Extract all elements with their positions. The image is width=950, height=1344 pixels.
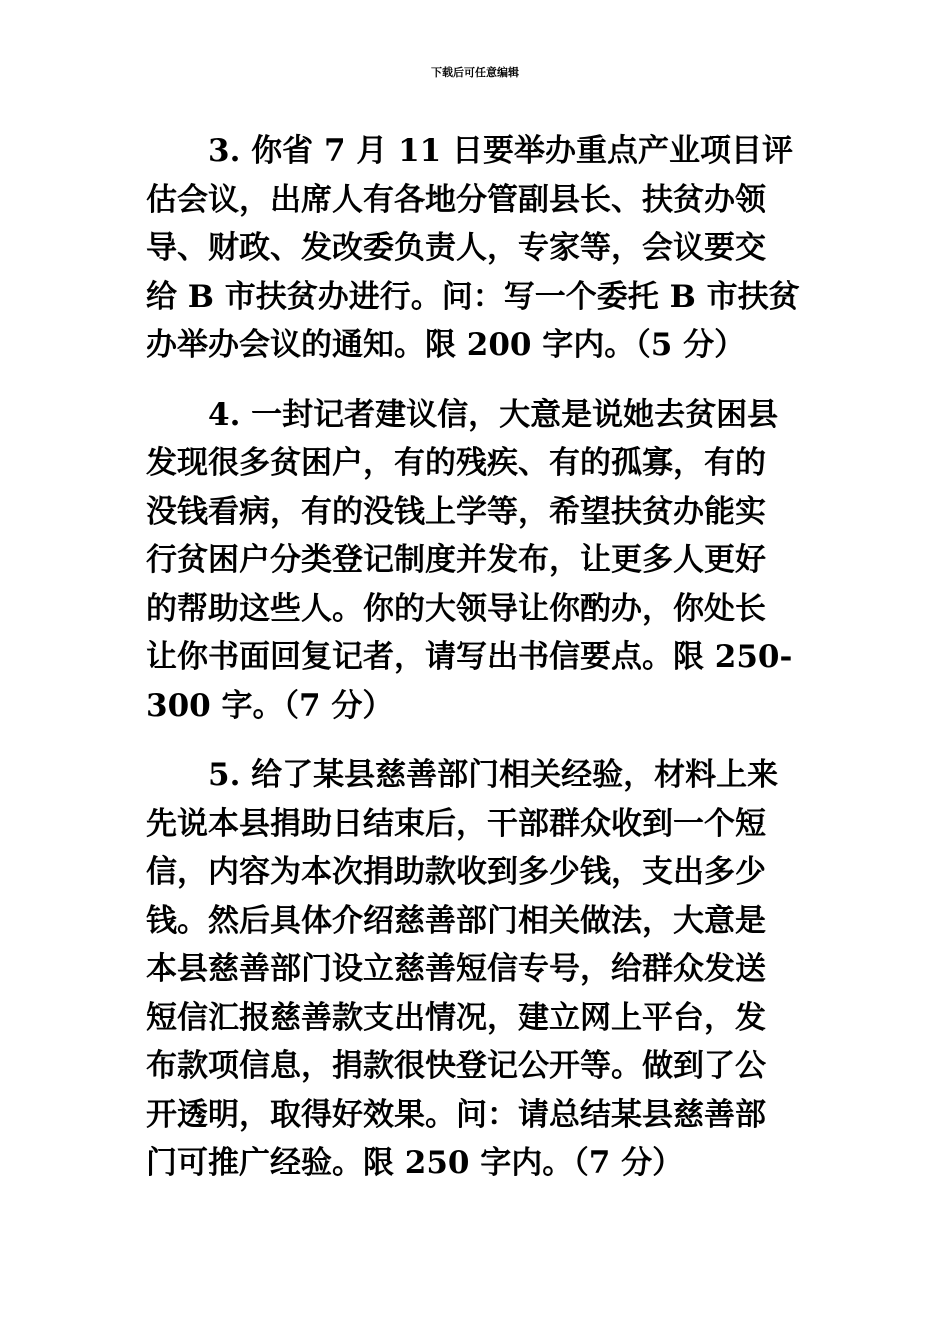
question-4-paragraph xyxy=(146,391,806,731)
text-line: 没钱看病，有的没钱上学等，希望扶贫办能实 xyxy=(146,493,766,530)
text-line: 5. 给了某县慈善部门相关经验，材料上来 xyxy=(208,757,779,793)
text-line: 的帮助这些人。你的大领导让你酌办，你处长 xyxy=(146,590,766,627)
text-line: 钱。然后具体介绍慈善部门相关做法，大意是 xyxy=(146,902,766,939)
page-header: 下载后可任意编辑 xyxy=(431,66,519,79)
text-line: 4. 一封记者建议信，大意是说她去贫困县 xyxy=(208,396,779,433)
document-body xyxy=(146,127,806,1188)
text-line: 短信汇报慈善款支出情况，建立网上平台，发 xyxy=(146,999,766,1036)
text-line: 开透明，取得好效果。问：请总结某县慈善部 xyxy=(146,1096,766,1133)
text-line: 让你书面回复记者，请写出书信要点。限 250- xyxy=(146,639,793,675)
text-line: 门可推广经验。限 250 字内。（7 分） xyxy=(146,1145,684,1181)
question-5-paragraph xyxy=(146,751,806,1188)
text-line: 行贫困户分类登记制度并发布，让更多人更好 xyxy=(146,542,766,578)
text-line: 估会议，出席人有各地分管副县长、扶贫办领 xyxy=(146,181,766,218)
text-line: 办举办会议的通知。限 200 字内。（5 分） xyxy=(146,327,746,363)
question-3-paragraph xyxy=(146,127,806,370)
text-line: 300 字。（7 分） xyxy=(146,687,394,724)
text-line: 先说本县捐助日结束后，干部群众收到一个短 xyxy=(146,805,766,842)
text-line: 导、财政、发改委负责人，专家等，会议要交 xyxy=(146,230,766,266)
text-line: 本县慈善部门设立慈善短信专号，给群众发送 xyxy=(146,951,766,987)
text-line: 给 B 市扶贫办进行。问：写一个委托 B 市扶贫 xyxy=(146,278,800,315)
text-line: 布款项信息，捐款很快登记公开等。做到了公 xyxy=(146,1048,766,1084)
text-line: 3. 你省 7 月 11 日要举办重点产业项目评 xyxy=(208,133,794,169)
text-line: 发现很多贫困户，有的残疾、有的孤寡，有的 xyxy=(146,445,766,481)
text-line: 信，内容为本次捐助款收到多少钱，支出多少 xyxy=(146,854,766,890)
